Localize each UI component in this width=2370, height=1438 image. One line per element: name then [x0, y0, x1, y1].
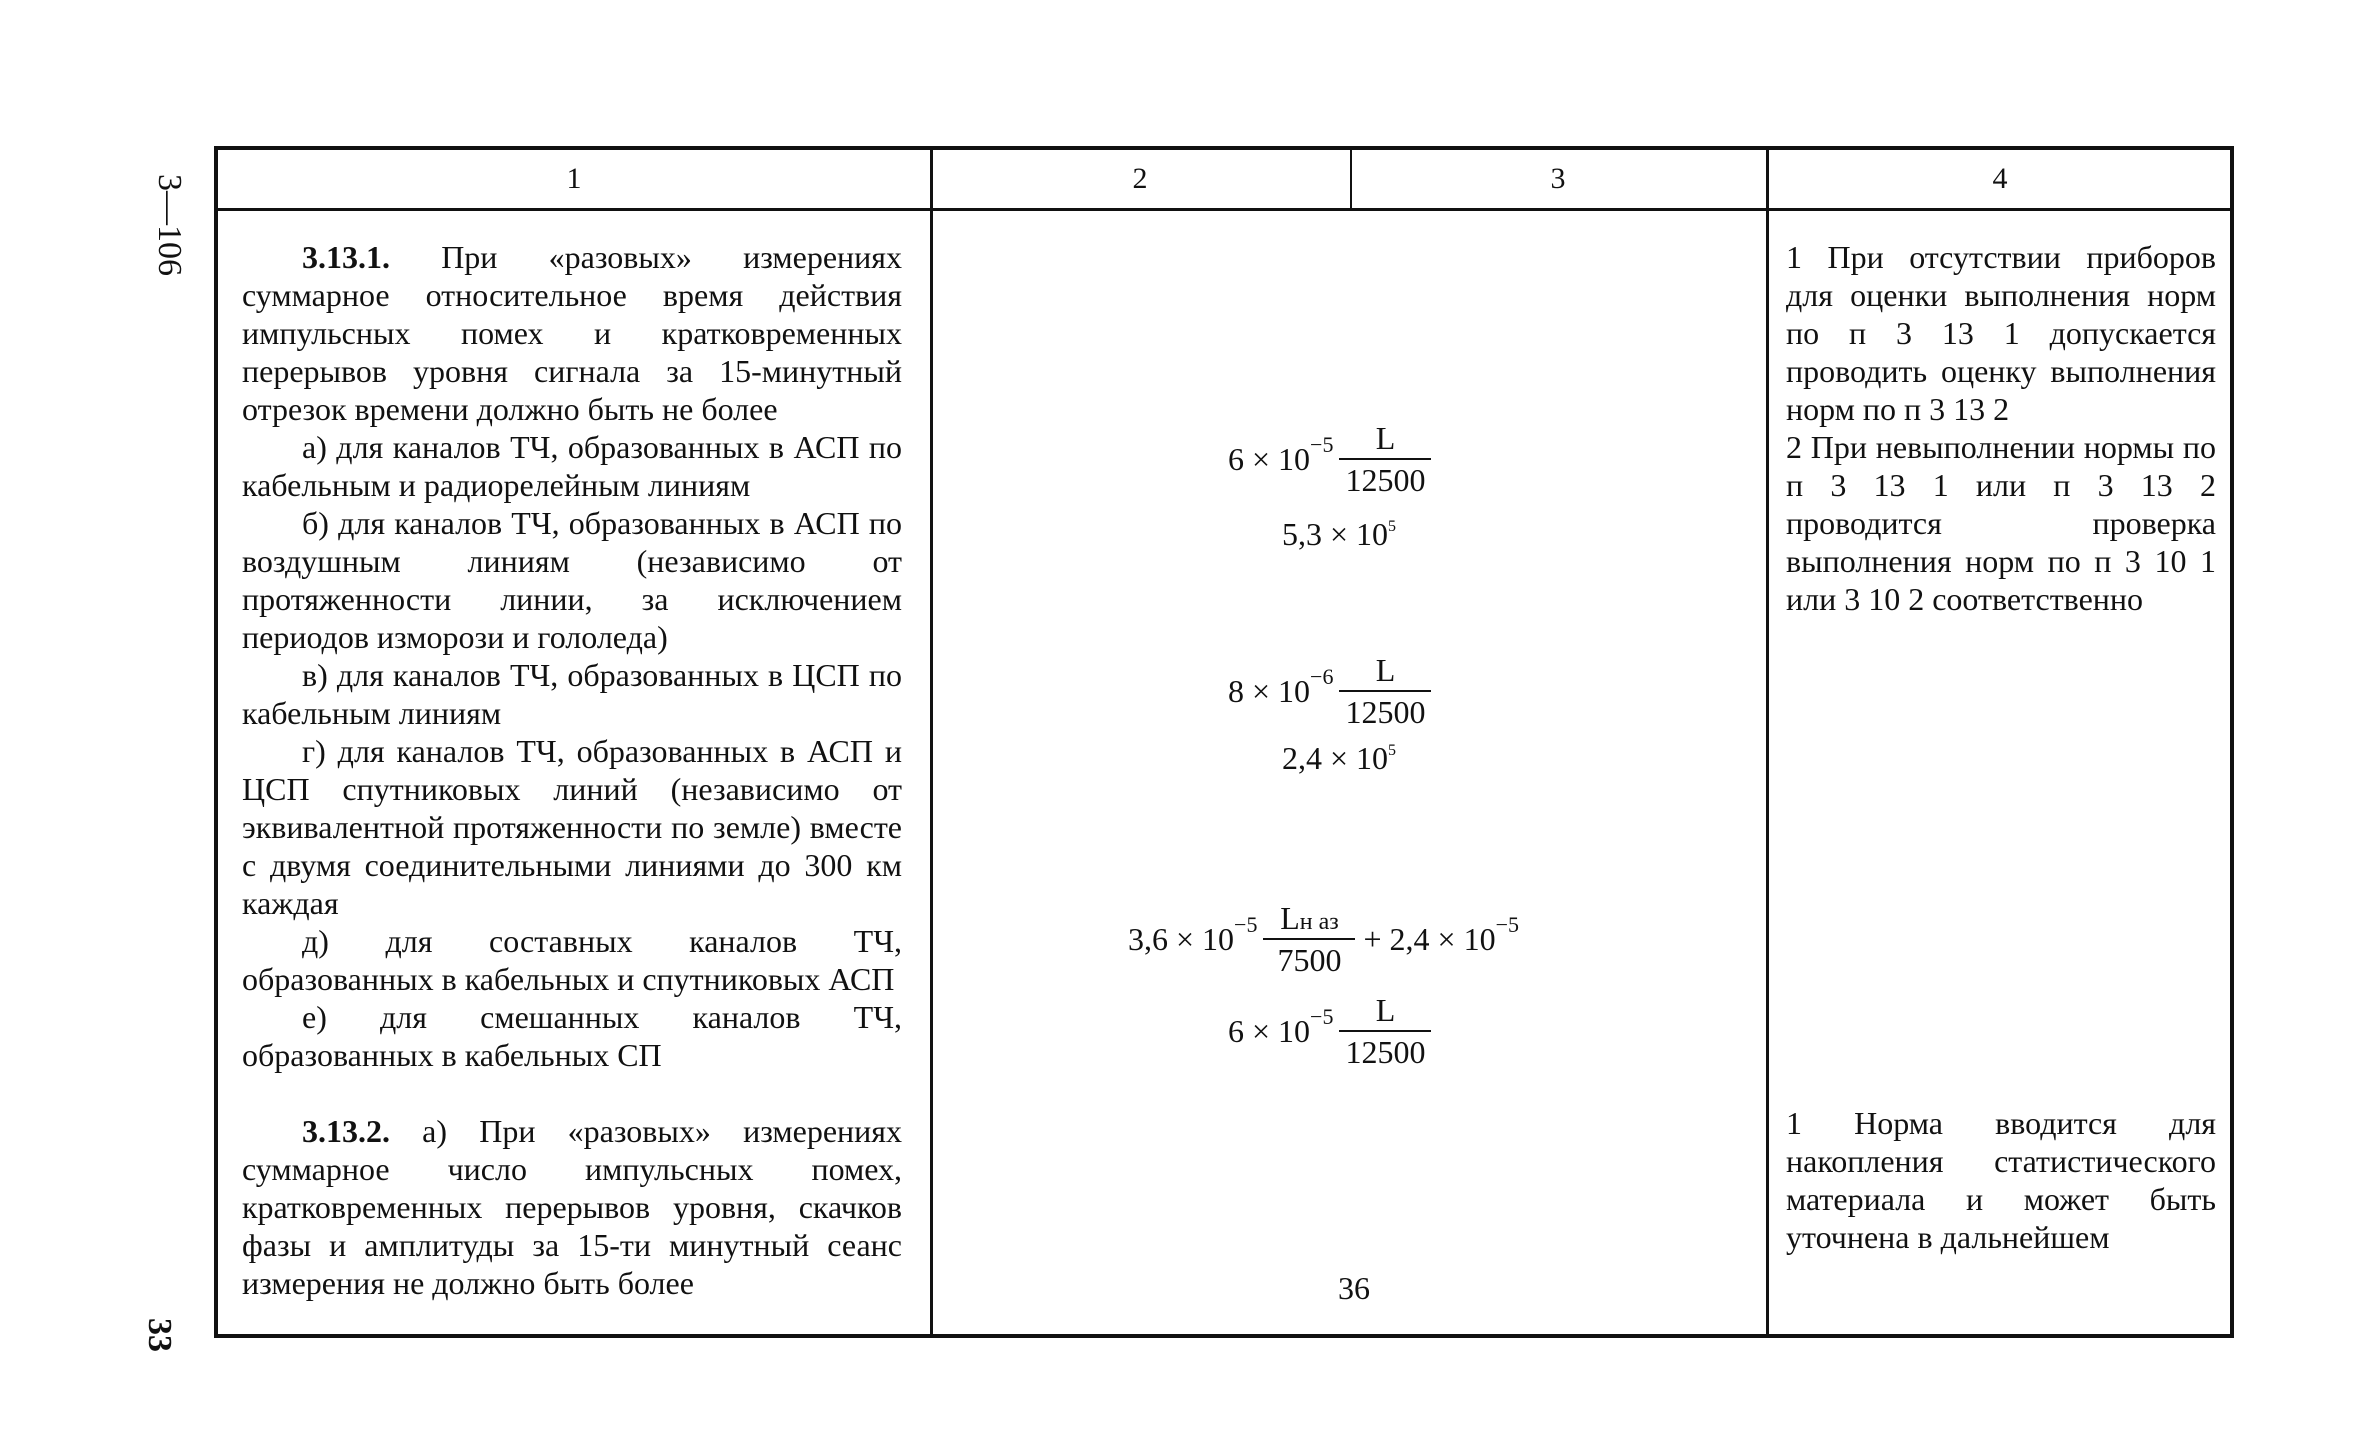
clause-3-13-1	[242, 238, 902, 428]
formula-item-e: 6 × 10 $^{-5}$ $\frac{L}{12500}$	[1228, 994, 1431, 1068]
fraction: $\frac{L}{12500}$	[1339, 422, 1431, 496]
column-divider-1	[930, 150, 933, 1334]
page-number: 33	[141, 1318, 178, 1352]
item-a: а) для каналов ТЧ, образованных в АСП по кабельным и радиорелейным линиям	[242, 429, 902, 503]
item-g: г) для каналов ТЧ, образованных в АСП и ЦСП спутниковых линий (независимо от эквивалентной протяженности по земле) вместе с двумя соединительными линиями до 300 км каждая	[242, 733, 902, 921]
fraction: $\frac{L}{12500}$	[1339, 994, 1431, 1068]
item-d: д) для составных каналов ТЧ, образованных в кабельных и спутниковых АСП	[242, 923, 902, 997]
clause-3-13-2	[242, 1112, 902, 1302]
notes-column	[1786, 238, 2216, 1255]
value-item-g: $2,4 \times 10^5$	[1282, 740, 1397, 776]
header-col-2: 2	[1132, 162, 1148, 195]
note-2: 2 При невыполнении нормы по п 3 13 1 или п 3 13 2 проводится проверка выполнения норм по п 3 10 1 или 3 10 2 соответственно	[1786, 429, 2216, 617]
value-item-b: $5,3 \times 10^5$	[1282, 516, 1397, 552]
header-divider	[218, 208, 2230, 211]
clause-text: а) При «разовых» измерениях суммарное число импульсных помех, кратковременных перерывов уровня, скачков фазы и амплитуды за 15-ти минутный сеанс измерения не должно быть более	[242, 1113, 902, 1301]
header-col-3: 3	[1550, 162, 1566, 195]
note-1: 1 При отсутствии приборов для оценки выполнения норм по п 3 13 1 допускается проводить оценку выполнения норм по п 3 13 2	[1786, 239, 2216, 427]
item-v: в) для каналов ТЧ, образованных в ЦСП по кабельным линиям	[242, 657, 902, 731]
norms-table	[214, 146, 2234, 1338]
formula-item-d: 3,6 × 10 $^{-5}$ $\frac{\text{Lн аз}}{7500}$ + 2,4 × 10 $^{-5}$	[1128, 900, 1519, 978]
fraction: $\frac{L}{12500}$	[1339, 654, 1431, 728]
item-e: е) для смешанных каналов ТЧ, образованных в кабельных СП	[242, 999, 902, 1073]
document-code: 3—106	[151, 174, 188, 276]
note-clause-3-13-2: 1 Норма вводится для накопления статистического материала и может быть уточнена в дальнейшем	[1786, 1105, 2216, 1255]
formula-item-a: 6 × 10 $^{-5}$ $\frac{L}{12500}$	[1228, 422, 1431, 496]
header-col-4: 4	[1992, 162, 2008, 195]
header-col-1: 1	[566, 162, 582, 195]
clause-text: При «разовых» измерениях суммарное относительное время действия импульсных помех и кратковременных перерывов уровня сигнала за 15-минутный отрезок времени должно быть не более	[242, 239, 902, 427]
fraction: $\frac{\text{Lн аз}}{7500}$	[1263, 902, 1355, 976]
requirements-column	[242, 238, 902, 1302]
item-b: б) для каналов ТЧ, образованных в АСП по воздушным линиям (независимо от протяженности линии, за исключением периодов изморози и гололеда)	[242, 505, 902, 655]
formula-item-v: 8 × 10 $^{-6}$ $\frac{L}{12500}$	[1228, 654, 1431, 728]
clause-number: 3.13.2.	[302, 1113, 390, 1149]
value-clause-3-13-2: 36	[1338, 1270, 1370, 1306]
column-divider-3	[1766, 150, 1769, 1334]
clause-number: 3.13.1.	[302, 239, 390, 275]
